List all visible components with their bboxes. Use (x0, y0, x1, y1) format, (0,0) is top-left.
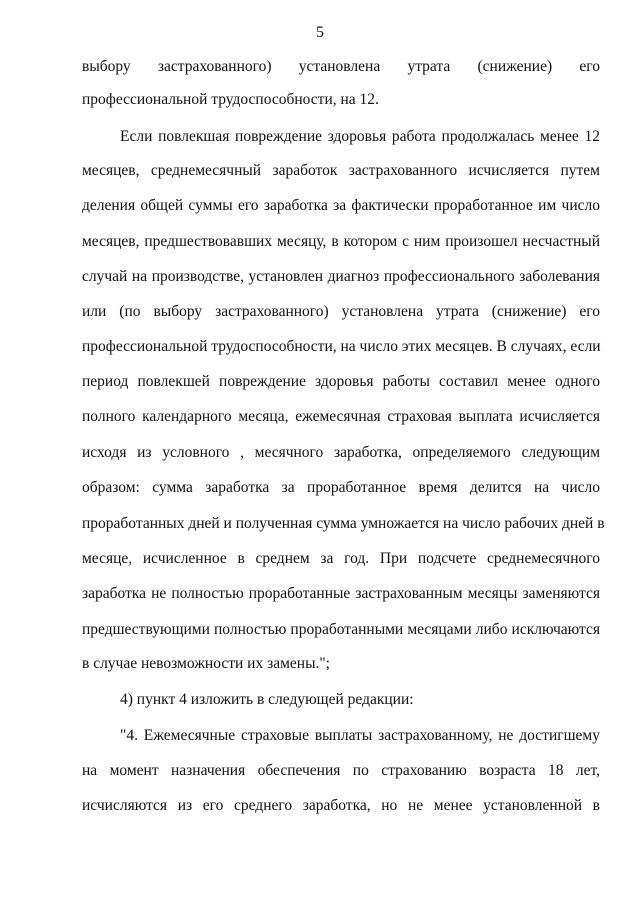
text-line: исчисляются из его среднего заработка, но не менее установленной в (82, 797, 600, 814)
text-line: или (по выбору застрахованного) установлена утрата (снижение) его (82, 303, 600, 320)
text-line: "4. Ежемесячные страховые выплаты застрахованному, не достигшему (120, 727, 600, 744)
text-line: месяцев, предшествовавших месяцу, в котором с ним произошел несчастный (82, 233, 600, 250)
text-line: предшествующими полностью проработанными месяцами либо исключаются (82, 621, 600, 638)
text-line: в случае невозможности их замены."; (82, 655, 330, 672)
text-line: образом: сумма заработка за проработанное время делится на число (82, 479, 600, 496)
page-number: 5 (316, 24, 324, 41)
text-line: на момент назначения обеспечения по страхованию возраста 18 лет, (82, 762, 600, 779)
text-line: 4) пункт 4 изложить в следующей редакции: (120, 691, 414, 708)
text-line: выбору застрахованного) установлена утрата (снижение) его (82, 58, 600, 75)
text-line: месяцев, среднемесячный заработок застрахованного исчисляется путем (82, 162, 600, 179)
text-line: деления общей суммы его заработка за фактически проработанное им число (82, 197, 600, 214)
text-line: исходя из условного , месячного заработка, определяемого следующим (82, 444, 600, 461)
text-line: месяце, исчисленное в среднем за год. При подсчете среднемесячного (82, 550, 600, 567)
text-line: полного календарного месяца, ежемесячная страховая выплата исчисляется (82, 408, 600, 425)
text-line: период повлекшей повреждение здоровья работы составил менее одного (82, 373, 600, 390)
text-line: проработанных дней и полученная сумма умножается на число рабочих дней в (82, 515, 605, 532)
text-line: профессиональной трудоспособности, на число этих месяцев. В случаях, если (82, 338, 601, 355)
text-line: заработка не полностью проработанные застрахованным месяцы заменяются (82, 585, 600, 602)
text-line: случай на производстве, установлен диагноз профессионального заболевания (82, 268, 600, 285)
text-line: профессиональной трудоспособности, на 12. (82, 91, 379, 108)
text-line: Если повлекшая повреждение здоровья работа продолжалась менее 12 (120, 128, 600, 145)
